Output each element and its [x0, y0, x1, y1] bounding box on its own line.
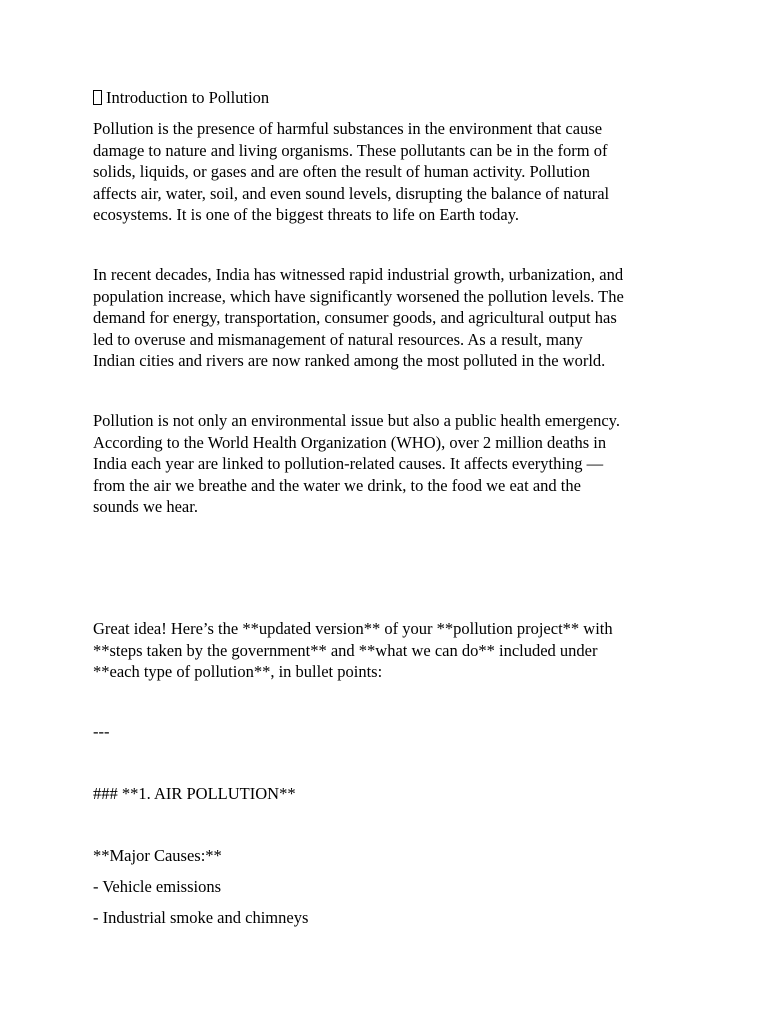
paragraph-line: ecosystems. It is one of the biggest threats to life on Earth today. — [93, 205, 519, 224]
paragraph-intro — [93, 118, 683, 226]
paragraph-line: damage to nature and living organisms. These pollutants can be in the form of — [93, 140, 608, 160]
paragraph-line: Pollution is not only an environmental issue but also a public health emergency. — [93, 411, 620, 430]
paragraph-line: from the air we breathe and the water we drink, to the food we eat and the — [93, 475, 581, 495]
paragraph-line: demand for energy, transportation, consumer goods, and agricultural output has — [93, 308, 617, 327]
bullet-item: - Vehicle emissions — [93, 877, 222, 896]
paragraph-line: affects air, water, soil, and even sound levels, disrupting the balance of natural — [93, 183, 610, 203]
paragraph-line: Great idea! Here’s the **updated version** of your **pollution project** with — [93, 619, 613, 638]
heading-text: Introduction to Pollution — [106, 88, 270, 107]
paragraph-line: Indian cities and rivers are now ranked among the most polluted in the world. — [93, 351, 606, 370]
paragraph-line: sounds we hear. — [93, 497, 198, 516]
paragraph-line: In recent decades, India has witnessed rapid industrial growth, urbanization, and — [93, 265, 624, 284]
paragraph-line: **each type of pollution**, in bullet points: — [93, 662, 383, 681]
paragraph-line: India each year are linked to pollution-related causes. It affects everything — — [93, 454, 604, 473]
section-heading-air-pollution: ### **1. AIR POLLUTION** — [93, 784, 296, 803]
paragraph-line: **steps taken by the government** and **what we can do** included under — [93, 640, 598, 660]
paragraph-india — [93, 264, 683, 372]
paragraph-update-note — [93, 618, 683, 683]
paragraph-line: solids, liquids, or gases and are often the result of human activity. Pollution — [93, 162, 591, 181]
separator-text: --- — [93, 722, 110, 741]
paragraph-line: Pollution is the presence of harmful substances in the environment that cause — [93, 119, 603, 138]
paragraph-line: According to the World Health Organization (WHO), over 2 million deaths in — [93, 432, 607, 452]
paragraph-health — [93, 410, 683, 518]
paragraph-line: led to overuse and mismanagement of natural resources. As a result, many — [93, 329, 583, 349]
document-heading — [93, 87, 269, 109]
missing-glyph-icon — [93, 90, 102, 105]
causes-label: **Major Causes:** — [93, 846, 222, 865]
bullet-item: - Industrial smoke and chimneys — [93, 908, 309, 927]
paragraph-line: population increase, which have significantly worsened the pollution levels. The — [93, 286, 624, 306]
